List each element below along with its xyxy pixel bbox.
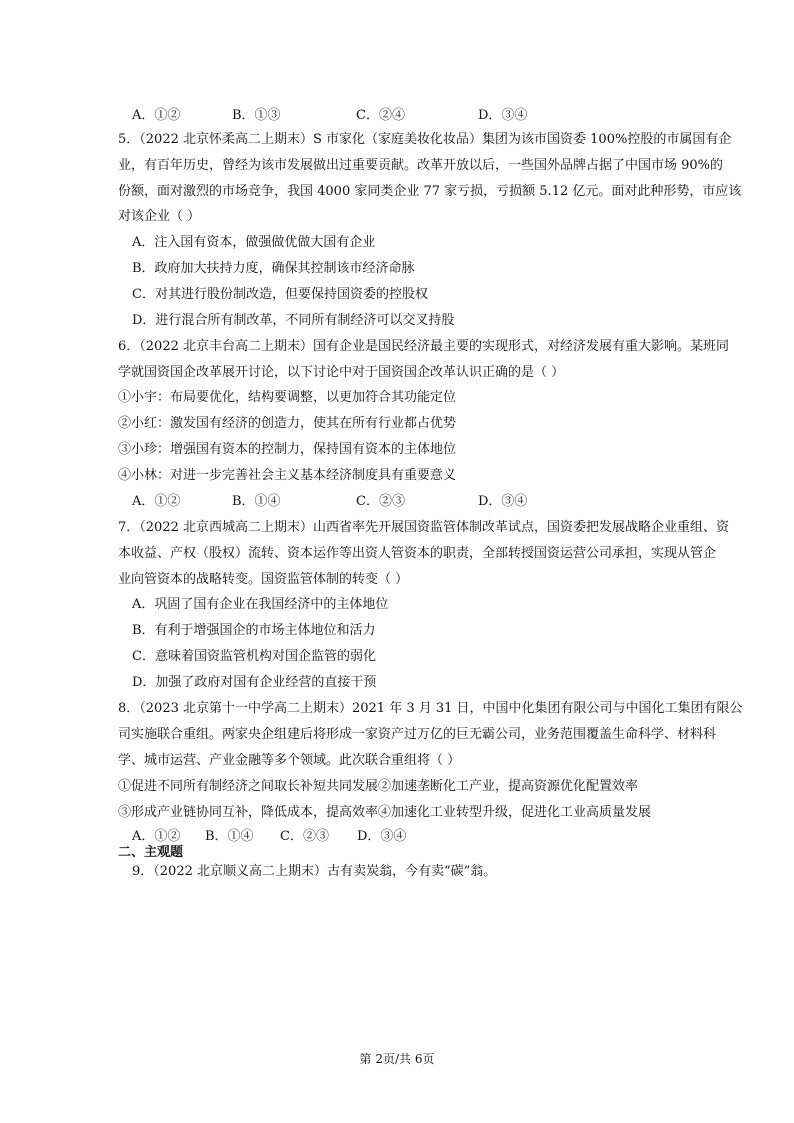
q4-option-b: B．①③ bbox=[232, 108, 281, 123]
q8-option-d: D．③④ bbox=[357, 829, 407, 844]
q8-statement: ③形成产业链协同互补，降低成本，提高效率④加速化工业转型升级，促进化工业高质量发展 bbox=[118, 805, 652, 820]
q8-stem-line: 学、城市运营、产业金融等多个领域。此次联合重组将（ ） bbox=[118, 753, 461, 768]
page-number: 第 2页/共 6页 bbox=[359, 1052, 435, 1066]
q7-option-c: C．意味着国资监管机构对国企监管的弱化 bbox=[132, 649, 376, 664]
q5-stem-line: 份额，面对激烈的市场竞争，我国 4000 家同类企业 77 家亏损，亏损额 5.12 亿元。面对此种形势，市应该 bbox=[118, 184, 742, 199]
q7-stem-line: 本收益、产权（股权）流转、资本运作等出资人管资本的职责，全部转授国资运营公司承担，实现从管企 bbox=[118, 546, 717, 561]
q8-option-a: A．①② bbox=[132, 829, 181, 844]
q4-option-a: A．①② bbox=[132, 108, 181, 123]
q6-statement: ①小宇：布局要优化，结构要调整，以更加符合其功能定位 bbox=[118, 390, 457, 405]
q6-statement: ②小红：激发国有经济的创造力，使其在所有行业都占优势 bbox=[118, 416, 457, 431]
q8-option-b: B．①④ bbox=[205, 829, 254, 844]
q5-option-a: A．注入国有资本，做强做优做大国有企业 bbox=[132, 235, 376, 250]
q7-option-d: D．加强了政府对国有企业经营的直接干预 bbox=[132, 675, 377, 690]
q6-statement: ③小珍：增强国有资本的控制力，保持国有资本的主体地位 bbox=[118, 442, 457, 457]
q5-option-b: B．政府加大扶持力度，确保其控制该市经济命脉 bbox=[132, 261, 415, 276]
q5-option-d: D．进行混合所有制改革，不同所有制经济可以交叉持股 bbox=[132, 313, 455, 328]
q6-stem-line: 学就国资国企改革展开讨论，以下讨论中对于国资国企改革认识正确的是（ ） bbox=[118, 365, 565, 380]
q6-statement: ④小林：对进一步完善社会主义基本经济制度具有重要意义 bbox=[118, 468, 457, 483]
q8-statement: ①促进不同所有制经济之间取长补短共同发展②加速垄断化工产业，提高资源优化配置效率 bbox=[118, 779, 639, 794]
q7-stem-line: 业向管资本的战略转变。国资监管体制的转变（ ） bbox=[118, 572, 409, 587]
q9-stem: 9．（2022 北京顺义高二上期末）古有卖炭翁，今有卖“碳”翁。 bbox=[132, 864, 497, 879]
q5-stem-line: 对该企业（ ） bbox=[118, 209, 201, 224]
section-heading: 二、主观题 bbox=[118, 845, 184, 860]
q8-stem-line: 8．（2023 北京第十一中学高二上期末）2021 年 3 月 31 日，中国中化集团有限公司与中国化工集团有限公 bbox=[118, 701, 743, 716]
q6-option-a: A．①② bbox=[132, 494, 181, 509]
q5-option-c: C．对其进行股份制改造，但要保持国资委的控股权 bbox=[132, 287, 428, 302]
q7-option-b: B．有利于增强国企的市场主体地位和活力 bbox=[132, 623, 376, 638]
q5-stem-line: 5．（2022 北京怀柔高二上期末）S 市家化（家庭美妆化妆品）集团为该市国资委 100%控股的市属国有企 bbox=[118, 132, 732, 147]
q5-stem-line: 业，有百年历史，曾经为该市发展做出过重要贡献。改革开放以后，一些国外品牌占据了中国市场 90%的 bbox=[118, 158, 724, 173]
q7-option-a: A．巩固了国有企业在我国经济中的主体地位 bbox=[132, 597, 389, 612]
q6-stem-line: 6．（2022 北京丰台高二上期末）国有企业是国民经济最主要的实现形式，对经济发展有重大影响。某班同 bbox=[118, 339, 729, 354]
q4-option-d: D．③④ bbox=[478, 108, 528, 123]
q7-stem-line: 7．（2022 北京西城高二上期末）山西省率先开展国资监管体制改革试点，国资委把发展战略企业重组、资 bbox=[118, 520, 729, 535]
q8-option-c: C．②③ bbox=[280, 829, 329, 844]
q6-option-c: C．②③ bbox=[356, 494, 405, 509]
q8-stem-line: 司实施联合重组。两家央企组建后将形成一家资产过万亿的巨无霸公司，业务范围覆盖生命科学、材料科 bbox=[118, 727, 717, 742]
q6-option-d: D．③④ bbox=[478, 494, 528, 509]
q4-option-c: C．②④ bbox=[356, 108, 405, 123]
q6-option-b: B．①④ bbox=[232, 494, 281, 509]
